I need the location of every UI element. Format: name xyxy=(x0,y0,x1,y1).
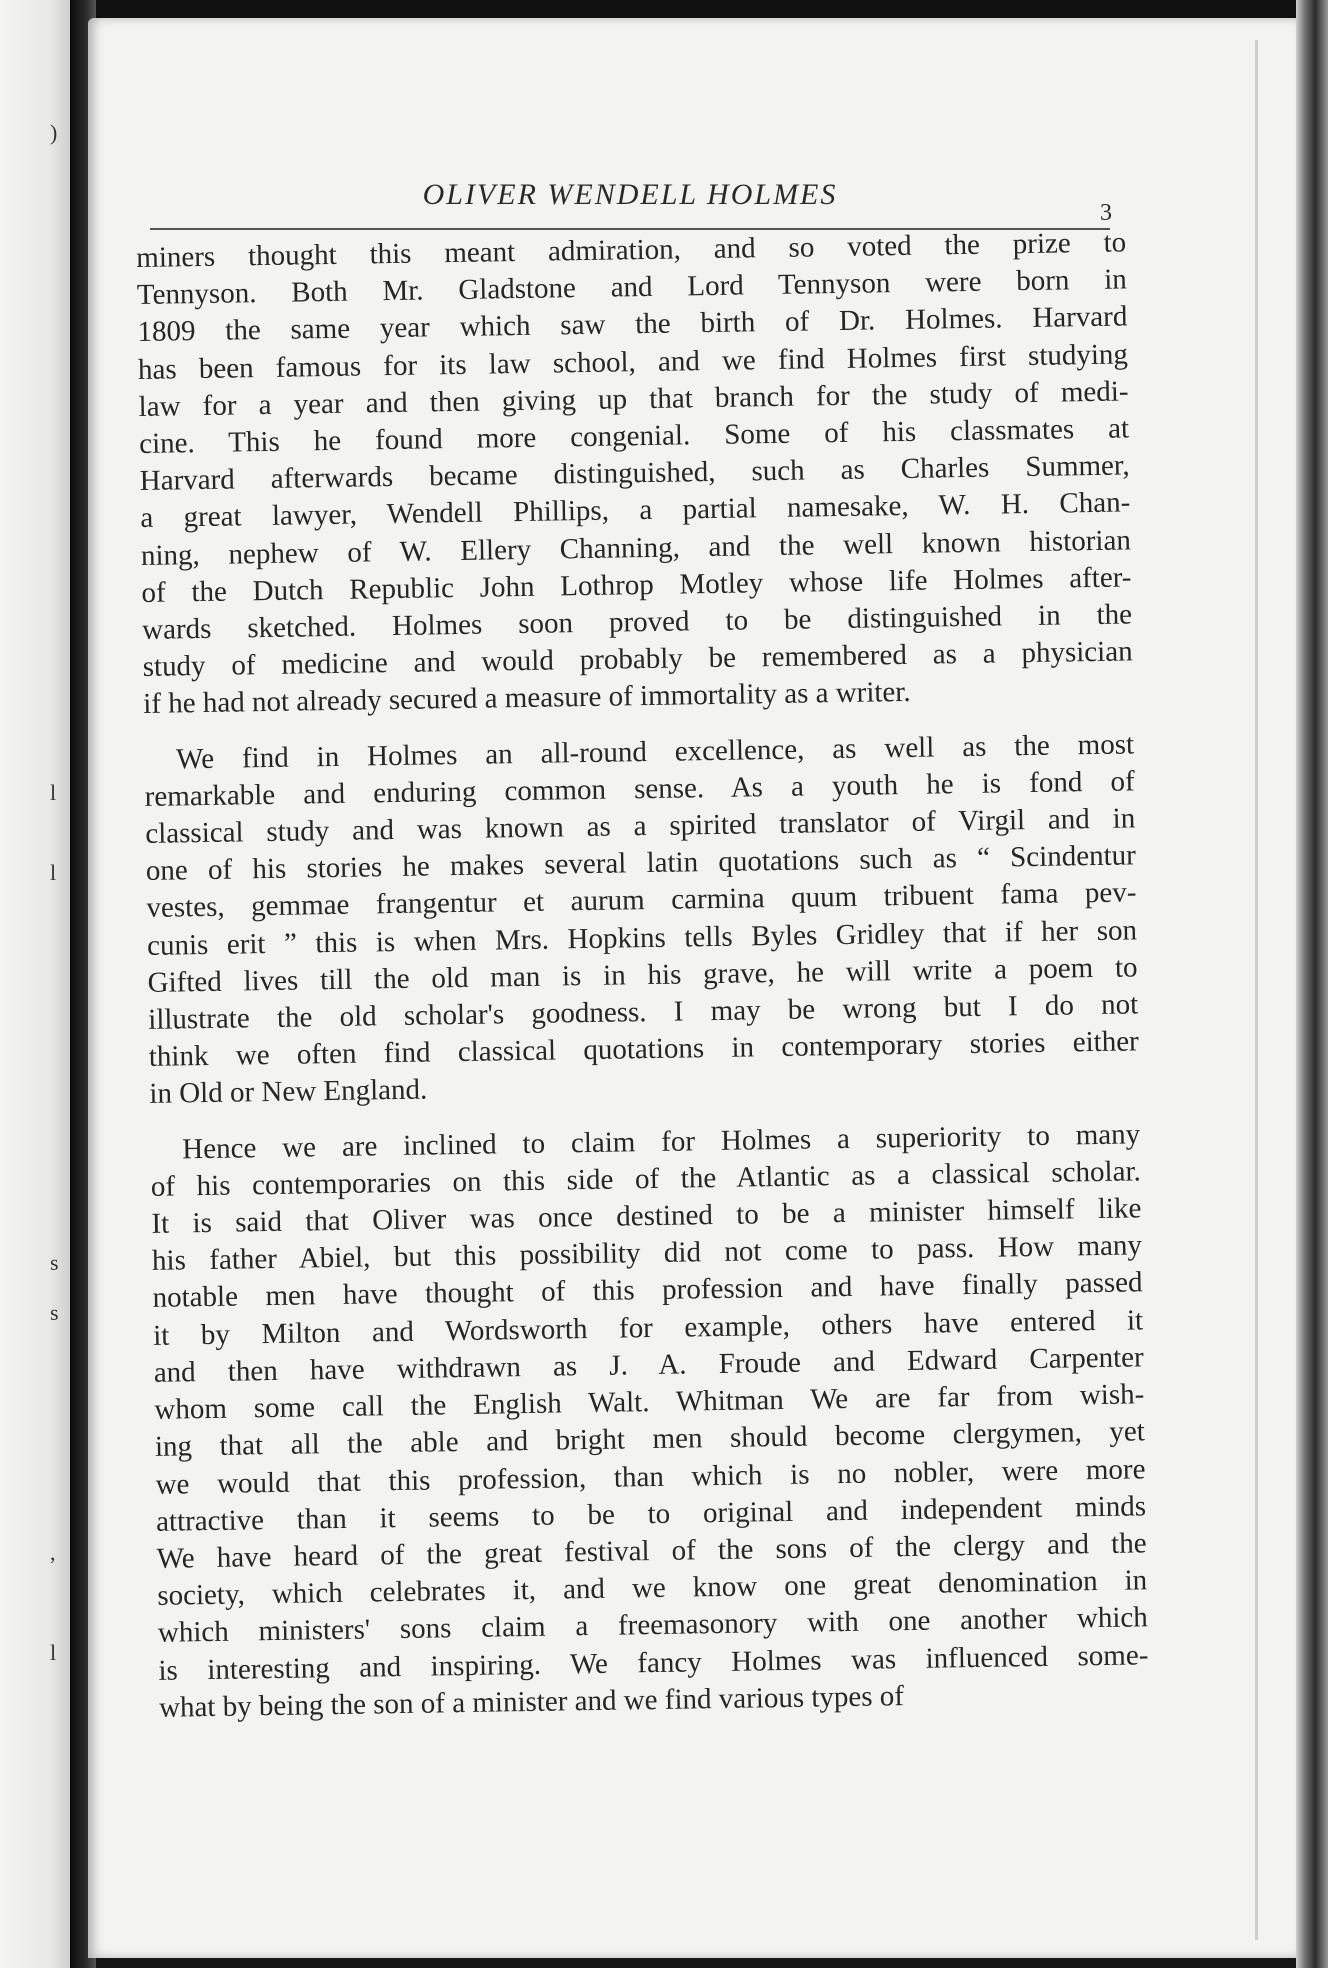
text-line: whom some call the English Walt. Whitman We are far from wish- xyxy=(154,1378,1145,1426)
text-line: ing that all the able and bright men should become clergymen, yet xyxy=(154,1415,1146,1464)
paragraph xyxy=(144,726,1140,1114)
text-line: what by being the son of a minister and we find various types of xyxy=(158,1679,905,1724)
paragraph xyxy=(136,224,1133,723)
text-line: and then have withdrawn as J. A. Froude and Edward Carpenter xyxy=(153,1341,1144,1389)
text-line: cine. This he found more congenial. Some of his classmates at xyxy=(138,412,1130,460)
page-number: 3 xyxy=(1100,200,1112,226)
text-line: remarkable and enduring common sense. As a youth he is fond of xyxy=(144,765,1135,813)
book-fore-edge xyxy=(1296,0,1328,1968)
paragraph xyxy=(150,1116,1149,1727)
page-edge-line xyxy=(1255,40,1258,1940)
text-line: miners thought this meant admiration, and so voted the prize to xyxy=(136,226,1127,274)
text-line: wards sketched. Holmes soon proved to be distinguished in the xyxy=(141,598,1133,646)
text-line: is interesting and inspiring. We fancy Holmes was influenced some- xyxy=(158,1638,1149,1687)
text-line: Gifted lives till the old man is in his grave, he will write a poem to xyxy=(147,951,1138,999)
text-line: Hence we are inclined to claim for Holmes a superiority to many xyxy=(182,1118,1141,1166)
running-header xyxy=(150,178,1110,230)
text-line: vestes, gemmae frangentur et aurum carmina quum tribuent fama pev- xyxy=(146,876,1137,925)
text-line: of the Dutch Republic John Lothrop Motley whose life Holmes after- xyxy=(141,561,1132,609)
text-line: study of medicine and would probably be remembered as a physician xyxy=(142,635,1133,684)
text-line: if he had not already secured a measure of immortality as a writer. xyxy=(143,676,911,721)
text-line: one of his stories he makes several latin quotations such as “ Scindentur xyxy=(145,839,1137,888)
text-line: which ministers' sons claim a freemasonory with one another which xyxy=(157,1601,1149,1650)
text-line: We have heard of the great festival of the sons of the clergy and the xyxy=(156,1527,1147,1575)
text-line: we would that this profession, than which is no nobler, were more xyxy=(155,1452,1146,1501)
facing-page-margin-marks: ) l l s s , l xyxy=(50,120,59,1665)
body-text xyxy=(136,224,1149,1726)
text-line: Tennyson. Both Mr. Gladstone and Lord Tennyson were born in xyxy=(136,263,1127,312)
text-line: notable men have thought of this profession and have finally passed xyxy=(152,1266,1143,1315)
text-line: of his contemporaries on this side of the Atlantic as a classical scholar. xyxy=(150,1155,1142,1203)
text-line: law for a year and then giving up that branch for the study of medi- xyxy=(138,375,1129,423)
text-line: in Old or New England. xyxy=(149,1074,428,1111)
text-line: has been famous for its law school, and we find Holmes first studying xyxy=(137,338,1129,386)
text-line: it by Milton and Wordsworth for example, others have entered it xyxy=(152,1304,1144,1352)
text-line: classical study and was known as a spirited translator of Virgil and in xyxy=(145,802,1136,850)
text-line: Harvard afterwards became distinguished, such as Charles Summer, xyxy=(139,449,1130,498)
text-line: a great lawyer, Wendell Phillips, a partial namesake, W. H. Chan- xyxy=(140,486,1131,535)
running-title: OLIVER WENDELL HOLMES xyxy=(422,178,838,211)
text-line: ning, nephew of W. Ellery Channing, and the well known historian xyxy=(140,524,1132,572)
text-line: 1809 the same year which saw the birth of Dr. Holmes. Harvard xyxy=(137,300,1128,349)
text-line: illustrate the old scholar's goodness. I may be wrong but I do not xyxy=(148,988,1139,1036)
text-line: We find in Holmes an all-round excellence, as well as the most xyxy=(175,728,1135,776)
text-line: cunis erit ” this is when Mrs. Hopkins tells Byles Gridley that if her son xyxy=(146,914,1138,962)
text-line: attractive than it seems to be to original and independent minds xyxy=(155,1489,1147,1538)
text-line: It is said that Oliver was once destined to be a minister himself like xyxy=(151,1192,1142,1240)
text-line: society, which celebrates it, and we know one great denomination in xyxy=(157,1564,1148,1612)
text-line: think we often find classical quotations in contemporary stories either xyxy=(148,1025,1139,1074)
text-line: his father Abiel, but this possibility did not come to pass. How many xyxy=(151,1229,1143,1278)
